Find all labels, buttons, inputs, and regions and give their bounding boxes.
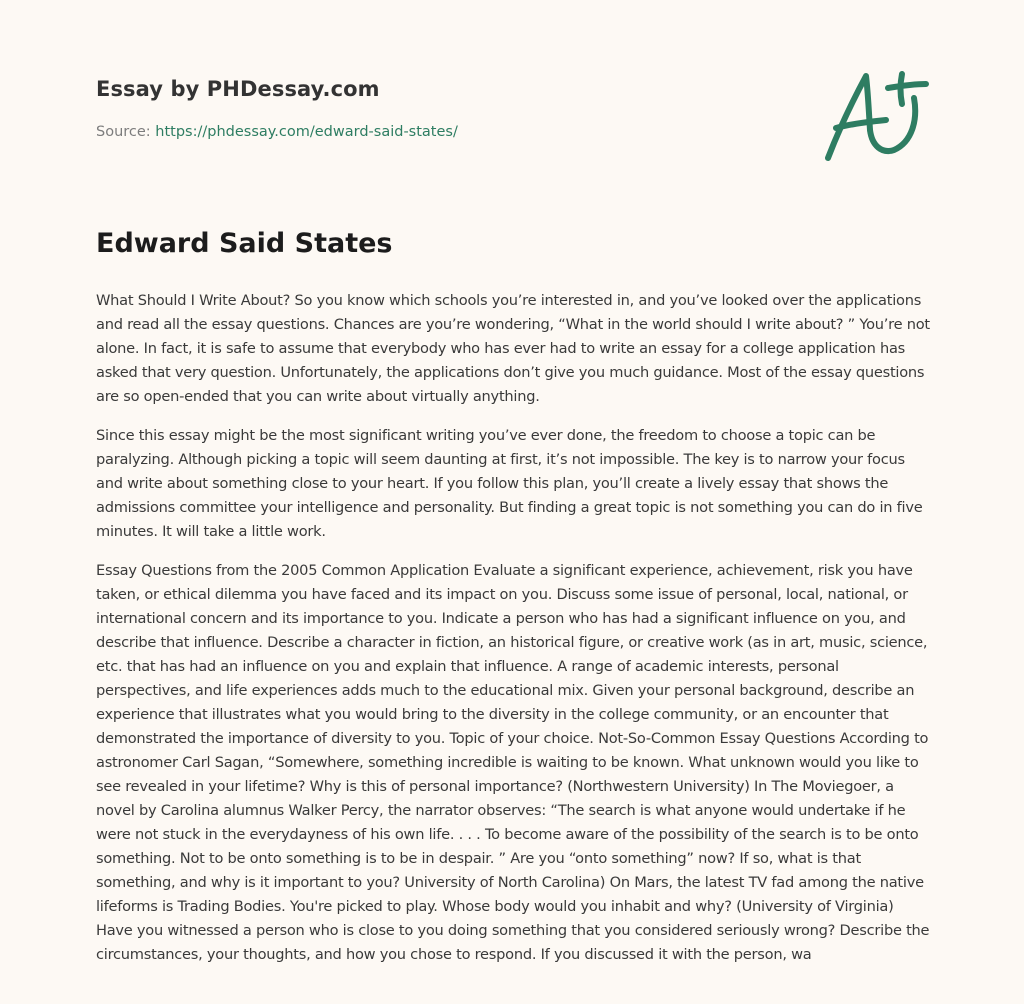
a-plus-grade-icon [820,62,930,168]
page-header [96,74,796,143]
site-title: Essay by PHDessay.com [96,77,380,101]
paragraph-3: Essay Questions from the 2005 Common Application Evaluate a significant experience, achievement, risk you have taken, or ethical dilemma you have faced and its impact on you. Discuss some issue of personal, local, national, or international concern and its importance to you. Indicate a person who has had a significant influence on you, and describe that influence. Describe a character in fiction, an historical figure, or creative work (as in art, music, science, etc. that has had an influence on you and explain that influence. A range of academic interests, personal perspectives, and life experiences adds much to the educational mix. Given your personal background, describe an experience that illustrates what you would bring to the diversity in the college community, or an encounter that demonstrated the importance of diversity to you. Topic of your choice. Not-So-Common Essay Questions According to astronomer Carl Sagan, “Somewhere, something incredible is waiting to be known. What unknown would you like to see revealed in your lifetime? Why is this of personal importance? (Northwestern University) In The Moviegoer, a novel by Carolina alumnus Walker Percy, the narrator observes: “The search is what anyone would undertake if he were not stuck in the everydayness of his own life. . . . To become aware of the possibility of the search is to be onto something. Not to be onto something is to be in despair. ” Are you “onto something” now? If so, what is that something, and why is it important to you? University of North Carolina) On Mars, the latest TV fad among the native lifeforms is Trading Bodies. You're picked to play. Whose body would you inhabit and why? (University of Virginia) Have you witnessed a person who is close to you doing something that you considered seriously wrong? Describe the circumstances, your thoughts, and how you chose to respond. If you discussed it with the person, wa [96,562,930,963]
paragraph-2: Since this essay might be the most significant writing you’ve ever done, the freedom to choose a topic can be paralyzing. Although picking a topic will seem daunting at first, it’s not impossible. The key is to narrow your focus and write about something close to your heart. If you follow this plan, you’ll create a lively essay that shows the admissions committee your intelligence and personality. But finding a great topic is not something you can do in five minutes. It will take a little work. [96,427,923,540]
source-line [96,121,796,143]
source-link[interactable]: https://phdessay.com/edward-said-states/ [155,124,458,140]
source-label: Source: [96,124,156,140]
paragraph-1: What Should I Write About? So you know which schools you’re interested in, and you’ve looked over the applications and read all the essay questions. Chances are you’re wondering, “What in the world should I write about? ” You’re not alone. In fact, it is safe to assume that everybody who has ever had to write an essay for a college application has asked that very question. Unfortunately, the applications don’t give you much guidance. Most of the essay questions are so open-ended that you can write about virtually anything. [96,292,930,405]
article [96,222,932,982]
article-title: Edward Said States [96,228,393,259]
